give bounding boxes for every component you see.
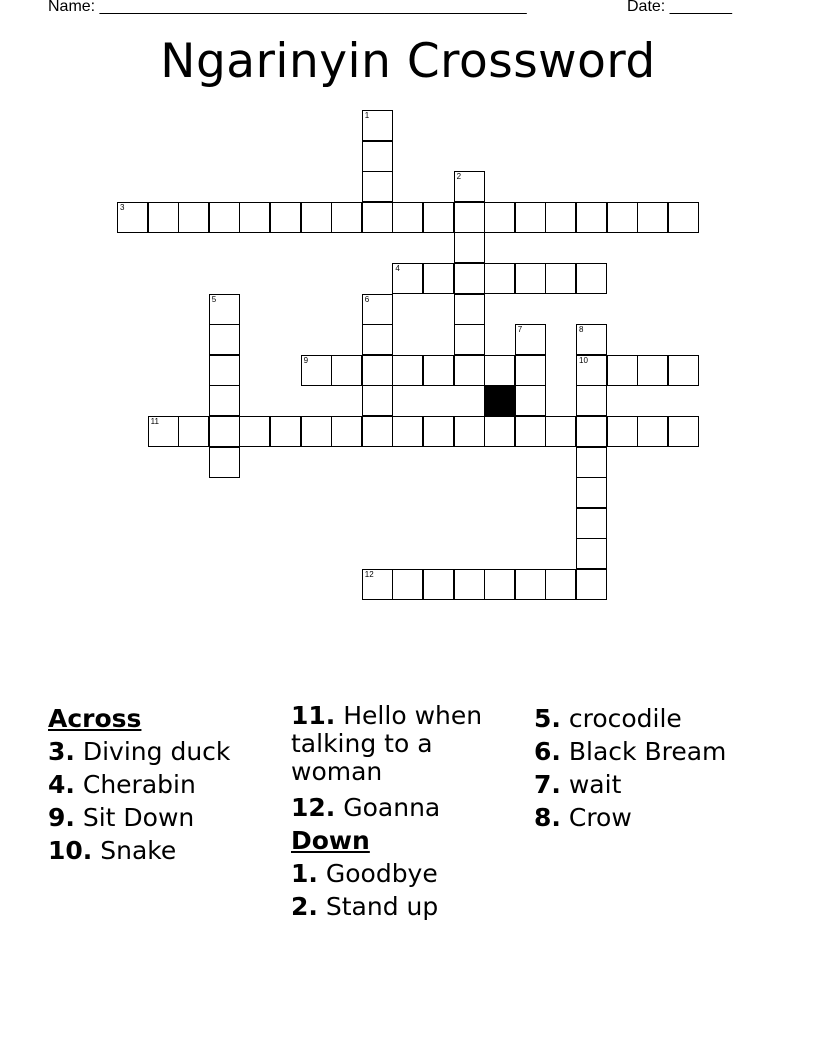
grid-cell[interactable] [117, 202, 148, 233]
grid-cell[interactable] [362, 202, 393, 233]
grid-cell[interactable] [515, 416, 546, 447]
clue-number: 11. [291, 701, 336, 730]
grid-cell[interactable] [362, 569, 393, 600]
grid-cell[interactable] [454, 355, 485, 386]
down-heading: Down [291, 826, 370, 855]
clue-text: Goanna [343, 793, 441, 822]
clue-down-2 [291, 890, 521, 923]
grid-cell[interactable] [576, 447, 607, 478]
grid-cell[interactable] [576, 508, 607, 539]
clue-down-7 [534, 768, 794, 801]
clue-column-1 [48, 702, 278, 867]
grid-cell[interactable] [270, 202, 301, 233]
grid-cell[interactable] [545, 263, 576, 294]
clue-text: crocodile [568, 704, 682, 733]
clue-number: 9. [48, 803, 75, 832]
cell-number: 1 [364, 111, 370, 120]
clue-column-2 [291, 702, 521, 923]
grid-cell[interactable] [209, 294, 240, 325]
grid-cell[interactable] [209, 324, 240, 355]
grid-cell[interactable] [576, 263, 607, 294]
grid-cell[interactable] [668, 355, 699, 386]
grid-cell[interactable] [423, 202, 454, 233]
grid-cell[interactable] [607, 416, 638, 447]
grid-cell[interactable] [423, 569, 454, 600]
grid-cell[interactable] [515, 355, 546, 386]
grid-cell[interactable] [362, 355, 393, 386]
grid-cell[interactable] [576, 477, 607, 508]
clue-across-3 [48, 735, 278, 768]
grid-cell[interactable] [484, 569, 515, 600]
grid-cell[interactable] [392, 263, 423, 294]
grid-cell[interactable] [637, 355, 668, 386]
clue-down-6 [534, 735, 794, 768]
clue-number: 3. [48, 737, 75, 766]
grid-cell[interactable] [362, 416, 393, 447]
clue-across-11 [291, 702, 521, 786]
grid-cell[interactable] [301, 355, 332, 386]
grid-cell[interactable] [454, 569, 485, 600]
clue-number: 2. [291, 892, 318, 921]
grid-cell[interactable] [392, 202, 423, 233]
grid-cell[interactable] [362, 385, 393, 416]
grid-cell[interactable] [576, 416, 607, 447]
clue-down-1 [291, 857, 521, 890]
grid-cell[interactable] [454, 263, 485, 294]
grid-cell[interactable] [270, 416, 301, 447]
grid-cell[interactable] [362, 324, 393, 355]
clue-across-10 [48, 834, 278, 867]
grid-cell[interactable] [392, 416, 423, 447]
page-title: Ngarinyin Crossword [160, 34, 656, 89]
cell-number: 10 [579, 355, 588, 365]
clue-number: 4. [48, 770, 75, 799]
cell-number: 2 [456, 172, 462, 182]
grid-cell[interactable] [239, 416, 270, 447]
grid-cell[interactable] [545, 202, 576, 233]
grid-cell[interactable] [454, 416, 485, 447]
grid-cell[interactable] [362, 171, 393, 202]
grid-cell[interactable] [545, 569, 576, 600]
clue-number: 12. [291, 793, 336, 822]
clue-number: 6. [534, 737, 561, 766]
across-heading: Across [48, 704, 142, 733]
grid-cell[interactable] [331, 416, 362, 447]
clue-text: Black Bream [568, 737, 727, 766]
grid-cell[interactable] [362, 294, 393, 325]
grid-cell[interactable] [362, 110, 393, 141]
cell-number: 6 [364, 294, 370, 304]
grid-cell[interactable] [148, 202, 179, 233]
grid-cell[interactable] [576, 202, 607, 233]
grid-cell[interactable] [239, 202, 270, 233]
grid-cell[interactable] [576, 324, 607, 355]
clue-column-3 [534, 702, 794, 834]
clue-text: Snake [100, 836, 177, 865]
grid-cell[interactable] [454, 294, 485, 325]
cell-number: 11 [150, 417, 159, 426]
grid-cell[interactable] [209, 447, 240, 478]
clue-number: 1. [291, 859, 318, 888]
grid-cell[interactable] [545, 416, 576, 447]
clue-number: 10. [48, 836, 93, 865]
grid-cell[interactable] [484, 202, 515, 233]
grid-cell[interactable] [576, 355, 607, 386]
grid-cell[interactable] [392, 355, 423, 386]
clue-number: 5. [534, 704, 561, 733]
clue-across-9 [48, 801, 278, 834]
grid-cell[interactable] [331, 355, 362, 386]
clue-text: Crow [568, 803, 632, 832]
grid-cell[interactable] [607, 202, 638, 233]
grid-cell[interactable] [209, 355, 240, 386]
grid-cell[interactable] [607, 355, 638, 386]
clue-text: Cherabin [82, 770, 196, 799]
grid-cell[interactable] [362, 141, 393, 172]
grid-cell[interactable] [484, 263, 515, 294]
cell-number: 9 [303, 355, 309, 365]
cell-number: 12 [364, 570, 374, 579]
clue-across-12 [291, 791, 521, 824]
grid-cell[interactable] [209, 202, 240, 233]
grid-cell[interactable] [515, 324, 546, 355]
grid-cell[interactable] [454, 171, 485, 202]
grid-cell[interactable] [668, 416, 699, 447]
grid-cell[interactable] [423, 355, 454, 386]
grid-cell[interactable] [301, 416, 332, 447]
clue-number: 7. [534, 770, 561, 799]
grid-cell[interactable] [637, 202, 668, 233]
clue-number: 8. [534, 803, 561, 832]
grid-cell[interactable] [576, 538, 607, 569]
grid-cell[interactable] [178, 416, 209, 447]
clue-down-8 [534, 801, 794, 834]
cell-number: 7 [517, 325, 523, 335]
grid-cell[interactable] [515, 385, 546, 416]
cell-number: 8 [579, 325, 584, 335]
clue-across-4 [48, 768, 278, 801]
grid-cell[interactable] [668, 202, 699, 233]
grid-cell[interactable] [423, 263, 454, 294]
name-field-label: Name: ________________________________________________ [48, 0, 527, 15]
grid-cell[interactable] [178, 202, 209, 233]
grid-cell[interactable] [454, 324, 485, 355]
cell-number: 5 [211, 294, 217, 304]
grid-cell[interactable] [515, 202, 546, 233]
grid-cell[interactable] [515, 263, 546, 294]
clue-text: Goodbye [325, 859, 438, 888]
grid-cell[interactable] [454, 232, 485, 263]
grid-cell[interactable] [301, 202, 332, 233]
grid-cell[interactable] [637, 416, 668, 447]
clue-text: Sit Down [82, 803, 195, 832]
grid-cell[interactable] [209, 416, 240, 447]
clue-text: Hello when talking to a woman [291, 701, 483, 786]
grid-cell[interactable] [454, 202, 485, 233]
clue-text: wait [568, 770, 622, 799]
grid-cell[interactable] [331, 202, 362, 233]
grid-black-cell [484, 385, 515, 416]
cell-number: 4 [395, 264, 400, 273]
grid-cell[interactable] [209, 385, 240, 416]
clue-down-5 [534, 702, 794, 735]
grid-cell[interactable] [392, 569, 423, 600]
cell-number: 3 [120, 202, 125, 212]
grid-cell[interactable] [576, 569, 607, 600]
grid-cell[interactable] [148, 416, 179, 447]
clue-text: Stand up [325, 892, 439, 921]
grid-cell[interactable] [576, 385, 607, 416]
date-field-label: Date: _______ [627, 0, 732, 15]
grid-cell[interactable] [484, 416, 515, 447]
grid-cell[interactable] [423, 416, 454, 447]
grid-cell[interactable] [515, 569, 546, 600]
clue-text: Diving duck [82, 737, 231, 766]
grid-cell[interactable] [484, 355, 515, 386]
